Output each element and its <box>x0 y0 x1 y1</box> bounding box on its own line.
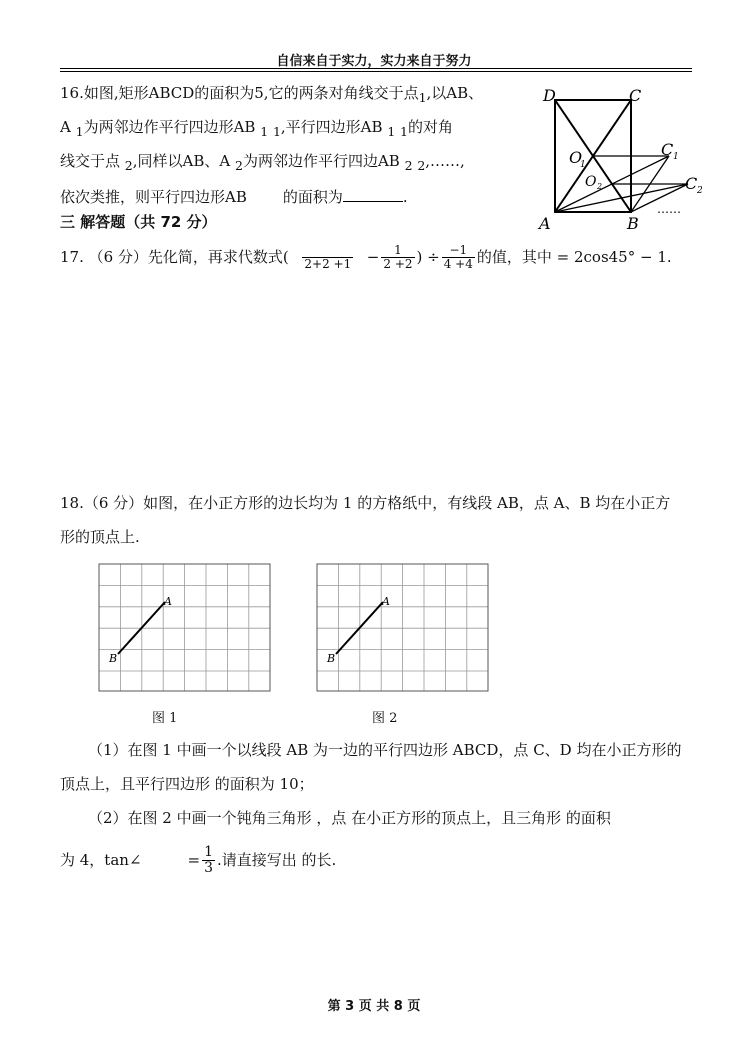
svg-text:1: 1 <box>580 160 586 170</box>
svg-text:1: 1 <box>673 152 679 162</box>
header-rule <box>60 68 692 69</box>
label-c1: C <box>661 140 674 159</box>
section-title: 三 解答题（共 72 分） <box>60 213 217 231</box>
page-header: 自信来自于实力，实力来自于努力 <box>276 54 472 69</box>
label-b: B <box>627 214 639 233</box>
q16-figure <box>535 85 710 235</box>
label-d: D <box>543 86 556 105</box>
q18-part2-line1: （2）在图 2 中画一个钝角三角形 ，点 在小正方形的顶点上，且三角形 的面积 <box>88 809 611 827</box>
header-rule-thin <box>60 71 692 72</box>
q16-line2: A $_1$为两邻边作平行四边形AB $_1$ $_1$,平行四边形AB $_1$ $_1$的对角 <box>60 118 454 139</box>
label-c2: C <box>685 174 698 193</box>
q18-line1: 18.（6 分）如图，在小正方形的边长均为 1 的方格纸中，有线段 AB，点 A、B 均在小正方 <box>60 494 671 512</box>
answer-blank <box>343 185 403 202</box>
label-o2: O <box>585 174 597 190</box>
fraction-one-third: $\frac{1}{3}$ <box>204 843 214 876</box>
point-b-label: B <box>327 652 336 665</box>
grid-figure-2 <box>316 563 491 693</box>
fraction-1: 2+2 +1 <box>304 256 352 271</box>
fraction-3: $\frac{-1}{4 +4}$ <box>443 242 473 271</box>
point-a-label: A <box>164 595 172 608</box>
q16-line1: 16.如图,矩形ABCD的面积为5,它的两条对角线交于点$_1$,以AB、 <box>60 84 484 105</box>
point-b-label: B <box>109 652 118 665</box>
q18-part1-line2: 顶点上，且平行四边形 的面积为 10； <box>60 775 314 793</box>
label-a: A <box>539 214 551 233</box>
svg-text:2: 2 <box>597 182 603 191</box>
fig1-caption: 图 1 <box>152 711 178 726</box>
fig2-caption: 图 2 <box>372 711 398 726</box>
label-dots: …… <box>657 202 681 216</box>
q17-line: 17. （6 分）先化简，再求代数式( 2+2 +1 − $\frac{1}{2 +2}$ ) ÷ $\frac{-1}{4 +4}$ 的值，其中 = 2cos45° − 1. <box>60 242 672 271</box>
q18-part2-line2: 为 4，tan∠ = $\frac{1}{3}$ .请直接写出 的长. <box>60 843 337 876</box>
q18-part1-line1: （1）在图 1 中画一个以线段 AB 为一边的平行四边形 ABCD，点 C、D 均在小正方形的 <box>88 741 682 759</box>
q18-line2: 形的顶点上. <box>60 528 140 546</box>
grid-figure-1 <box>98 563 273 693</box>
label-o1: O <box>569 148 583 167</box>
svg-text:2: 2 <box>697 186 703 196</box>
fraction-2: $\frac{1}{2 +2}$ <box>383 242 413 271</box>
label-c: C <box>629 86 642 105</box>
page-footer: 第 3 页 共 8 页 <box>327 999 421 1014</box>
q16-line3: 线交于点 $_2$,同样以AB、A $_2$为两邻边作平行四边AB $_2$ $_2$,……, <box>60 152 465 173</box>
q16-line4: 依次类推，则平行四边形AB 的面积为 . <box>60 185 408 207</box>
point-a-label: A <box>382 595 390 608</box>
